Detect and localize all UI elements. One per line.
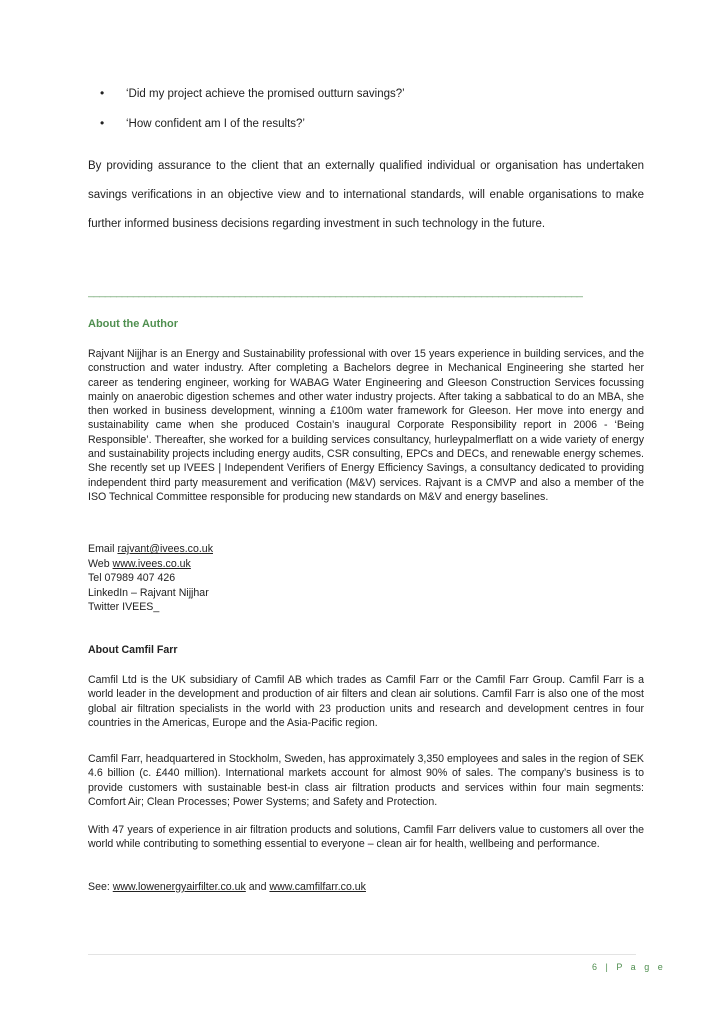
bullet-text: ‘Did my project achieve the promised outturn savings?’ <box>126 88 405 100</box>
intro-paragraph: By providing assurance to the client that an externally qualified individual or organisation has undertaken savings verifications in an objective view and to international standards, will enable organisations to make further informed business decisions regarding investment in such technology in the future. <box>88 160 644 230</box>
and-text: and <box>248 881 267 893</box>
tel-line: Tel 07989 407 426 <box>88 572 176 585</box>
bullet-icon: • <box>100 116 105 130</box>
email-label: Email <box>88 543 115 555</box>
bullet-icon: • <box>100 86 105 100</box>
web-link[interactable]: www.ivees.co.uk <box>112 557 191 570</box>
email-line <box>88 542 213 557</box>
about-author-heading: About the Author <box>88 318 179 330</box>
twitter-line: Twitter IVEES_ <box>88 601 160 614</box>
web-line <box>88 557 213 572</box>
see-label: See: <box>88 881 110 893</box>
camfil-paragraph-3: With 47 years of experience in air filtration products and solutions, Camfil Farr delivers value to customers all over the world while contributing to something essential to everyone – clean air for health, wellbeing and performance. <box>88 824 644 851</box>
list-item <box>100 116 660 146</box>
web-label: Web <box>88 557 110 570</box>
linkedin-line: LinkedIn – Rajvant Nijjhar <box>88 586 209 599</box>
email-link[interactable]: rajvant@ivees.co.uk <box>117 543 213 555</box>
camfil-paragraph-1: Camfil Ltd is the UK subsidiary of Camfil AB which trades as Camfil Farr or the Camfil Farr Group. Camfil Farr is a world leader in the development and production of air filters and clean air solutions. Camfil Farr is also one of the most global air filtration specialists in the world with 23 production units and research and development centres in four countries in the Americas, Europe and the Asia-Pacific region. <box>88 674 644 730</box>
camfilfarr-link[interactable]: www.camfilfarr.co.uk <box>269 881 366 893</box>
page-number: 6 | P a g e <box>592 962 666 972</box>
lowenergy-link[interactable]: www.lowenergyairfilter.co.uk <box>112 881 246 893</box>
footer-divider <box>88 954 636 955</box>
camfil-paragraph-2: Camfil Farr, headquartered in Stockholm, Sweden, has approximately 3,350 employees and sales in the region of SEK 4.6 billion (c. £440 million). International markets account for almost 90% of sales. The company’s business is to provide customers with sustainable best-in class air filtration products and services within four main segments: Comfort Air; Clean Processes; Power Systems; and Safety and Protection. <box>88 753 644 809</box>
section-separator: ________________________________________________________________________________________ <box>88 286 583 298</box>
author-bio: Rajvant Nijjhar is an Energy and Sustainability professional with over 15 years experience in building services, and the construction and water industry. After completing a Bachelors degree in Mechanical Engineering she started her career as tendering engineer, working for WABAG Water Engineering and Gleeson Construction Services focussing mainly on anaerobic digestion schemes and other water industry projects. After taking a sabbatical to do an MBA, she then worked in business development, winning a £100m water framework for Gleeson. Her move into energy and sustainability came when she produced Costain’s inaugural Corporate Responsibility report in 2006 - ‘Being Responsible’. Thereafter, she worked for a building services consultancy, hurleypalmerflatt on a wide variety of energy and sustainability projects including energy audits, CSR consulting, EPCs and DECs, and renewable energy schemes. She recently set up IVEES | Independent Verifiers of Energy Efficiency Savings, a consultancy dedicated to providing independent third party measurement and verification (M&V) services. Rajvant is a CMVP and also a member of the ISO Technical Committee responsible for producing new standards on M&V and energy baselines. <box>88 348 644 503</box>
about-camfil-heading: About Camfil Farr <box>88 644 178 656</box>
see-links-line <box>88 881 366 893</box>
author-contact <box>88 542 213 615</box>
bullet-text: ‘How confident am I of the results?’ <box>126 118 305 130</box>
list-item <box>100 86 660 116</box>
bullet-list <box>100 86 660 146</box>
